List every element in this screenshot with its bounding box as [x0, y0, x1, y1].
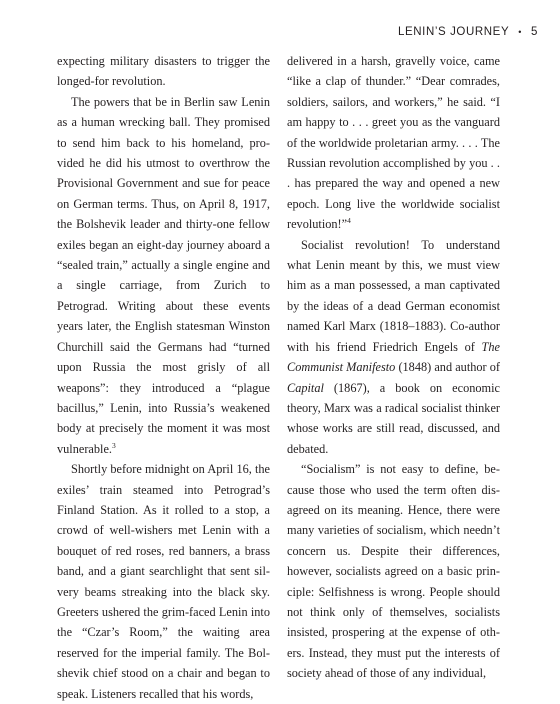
endnote-marker: 3 [111, 440, 116, 450]
paragraph [287, 235, 500, 459]
book-title: The Communist Manifesto [287, 339, 500, 375]
chapter-title: LENIN’S JOURNEY [397, 26, 510, 38]
paragraph: Shortly before midnight on April 16, the exiles’ train steamed into Petrograd’s Finland Station. As it rolled to a stop, a crowd of well-wishers met Lenin with a bouquet of red roses, red banners, a brass band, and a giant searchlight that sent silvery beams streaking into the black sky. Greeters ushered the grim-faced Lenin into the “Czar’s Room,” the waiting area reserved for the imperial family. The Bolshevik chief stood on a chair and began to speak. Listeners recalled that his words, [57, 462, 270, 701]
paragraph-text: The powers that be in Berlin saw Lenin as a human wrecking ball. They promised to send him back to his homeland, provided he did his utmost to overthrow the Provisional Government and sue for peace on German terms. Thus, on April 8, 1917, the Bolshevik leader and thirty-one fellow exiles began an eight-day journey aboard a “sealed train,” actually a single engine and a single carriage, from Zurich to Petrograd. Writing about these events years later, the English statesman Winston Churchill said the Germans had “turned upon Russia the most grisly of all weapons”: they introduced a “plague bacillus,” Lenin, into Russia’s weakened body at precisely the moment it was most vulnerable. [57, 94, 270, 456]
paragraph-text: (1867), a book on economic theory, Marx was a radical socialist thinker whose works are still read, discussed, and debated. [287, 380, 500, 456]
paragraph [287, 51, 500, 235]
endnote-marker: 4 [347, 216, 351, 226]
paragraph-text: Socialist revolution! To understand what Lenin meant by this, we must view him as a man possessed, a man captivated by the ideas of a dead German economist named Karl Marx (1818–1883). Co-author with his friend Friedrich Engels of [287, 237, 500, 354]
header-separator: • [518, 27, 522, 37]
book-title: Capital [287, 380, 324, 395]
right-column [287, 51, 500, 684]
page-number: 5 [531, 26, 538, 38]
paragraph: “Socialism” is not easy to define, because those who used the term often disagreed on its meaning. Hence, there were many varieties of socialism, which needn’t concern us. Despite their differences, however, socialists agreed on a basic principle: Selfishness is wrong. People should not think only of themselves, socialists insisted, prospering at the expense of others. Instead, they must put the interests of society ahead of those of any individual, [287, 462, 500, 681]
paragraph [57, 92, 270, 459]
paragraph-text: delivered in a harsh, gravelly voice, came “like a clap of thunder.” “Dear comrades, soldiers, sailors, and workers,” he said. “I am happy to . . . greet you as the vanguard of the worldwide proletarian army. . . . The Russian revolution accomplished by you . . . has prepared the way and opened a new epoch. Long live the worldwide socialist revolution!” [287, 54, 500, 232]
running-head [398, 26, 538, 38]
paragraph-text: (1848) and author of [395, 360, 500, 375]
paragraph: expecting military disasters to trigger the longed-for revolution. [57, 54, 270, 89]
left-column [57, 51, 270, 704]
